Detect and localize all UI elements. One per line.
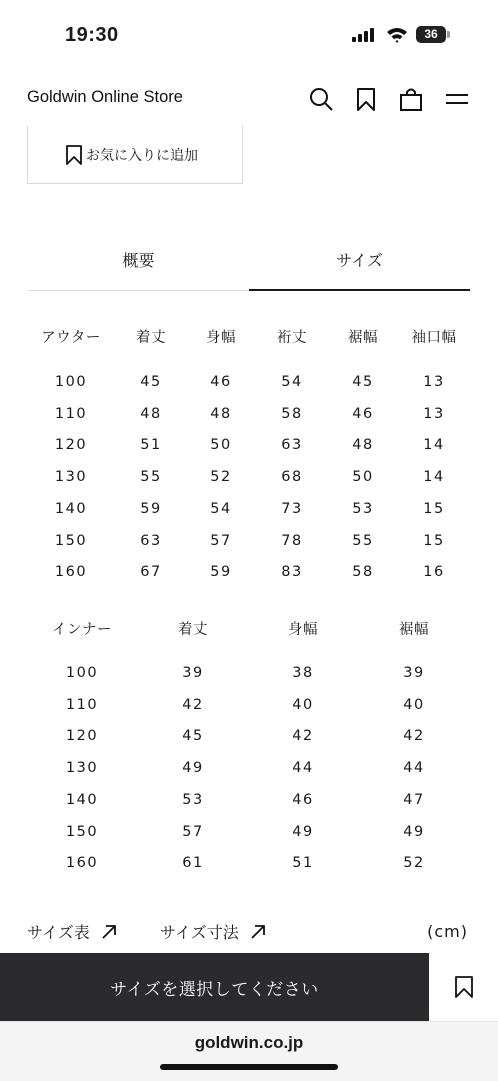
outer-cell: 51 [140, 437, 162, 454]
outer-cell: 50 [352, 469, 374, 486]
outer-cell: 14 [423, 469, 445, 486]
inner-cell: 40 [403, 696, 425, 713]
inner-cell: 42 [403, 728, 425, 745]
inner-cell: 42 [292, 728, 314, 745]
outer-cell: 55 [140, 469, 162, 486]
outer-cell: 100 [54, 374, 88, 390]
outer-header-0: アウター [41, 330, 101, 346]
bookmark-icon[interactable] [353, 86, 379, 112]
outer-cell: 46 [210, 374, 232, 390]
outer-cell: 110 [54, 405, 88, 422]
inner-cell: 61 [182, 855, 204, 872]
inner-cell: 38 [292, 665, 314, 681]
wifi-icon [386, 26, 408, 44]
inner-header-0: インナー [52, 622, 112, 638]
battery-icon: 36 [416, 26, 446, 43]
inner-cell: 49 [182, 760, 204, 777]
inner-cell: 53 [182, 791, 204, 808]
inner-cell: 160 [65, 855, 99, 872]
inner-cell: 110 [65, 696, 99, 713]
inner-cell: 49 [403, 823, 425, 840]
favorite-label: お気に入りに追加 [86, 147, 198, 164]
outer-cell: 55 [352, 532, 374, 549]
outer-header-2: 身幅 [206, 330, 236, 346]
inner-cell: 130 [65, 760, 99, 777]
outer-cell: 59 [210, 564, 232, 581]
inner-cell: 39 [403, 665, 425, 681]
outer-header-1: 着丈 [136, 330, 166, 346]
outer-cell: 63 [281, 437, 303, 454]
inner-header-3: 裾幅 [399, 622, 429, 638]
status-time: 19:30 [65, 24, 119, 46]
inner-cell: 47 [403, 791, 425, 808]
inner-cell: 49 [292, 823, 314, 840]
cellular-signal-icon [352, 28, 376, 42]
outer-cell: 160 [54, 564, 88, 581]
menu-icon[interactable] [444, 86, 470, 112]
outer-cell: 150 [54, 532, 88, 549]
add-to-favorites-button[interactable] [27, 126, 243, 184]
outer-cell: 78 [281, 532, 303, 549]
inner-cell: 39 [182, 665, 204, 681]
inner-header-1: 着丈 [178, 622, 208, 638]
size-measure-link[interactable] [160, 920, 267, 943]
inner-header-2: 身幅 [288, 622, 318, 638]
outer-header-5: 袖口幅 [411, 330, 457, 346]
outer-cell: 130 [54, 469, 88, 486]
outer-cell: 48 [140, 405, 162, 422]
inner-cell: 57 [182, 823, 204, 840]
outer-cell: 58 [352, 564, 374, 581]
inner-cell: 150 [65, 823, 99, 840]
outer-cell: 53 [352, 500, 374, 517]
select-size-button[interactable]: サイズを選択してください [0, 953, 429, 1021]
bookmark-icon [65, 144, 83, 166]
bookmark-icon [454, 975, 474, 999]
size-chart-label: サイズ表 [27, 923, 90, 942]
outer-cell: 63 [140, 532, 162, 549]
inner-cell: 44 [403, 760, 425, 777]
tab-active-indicator [249, 289, 470, 291]
outer-cell: 54 [281, 374, 303, 390]
arrow-up-right-icon [100, 923, 118, 941]
inner-cell: 120 [65, 728, 99, 745]
inner-cell: 52 [403, 855, 425, 872]
outer-cell: 15 [423, 500, 445, 517]
arrow-up-right-icon [249, 923, 267, 941]
outer-cell: 48 [352, 437, 374, 454]
outer-cell: 67 [140, 564, 162, 581]
tab-overview[interactable]: 概要 [122, 251, 155, 270]
search-icon[interactable] [308, 86, 334, 112]
size-measure-label: サイズ寸法 [160, 923, 239, 942]
tab-size[interactable]: サイズ [336, 251, 383, 270]
outer-cell: 58 [281, 405, 303, 422]
inner-cell: 140 [65, 791, 99, 808]
inner-cell: 40 [292, 696, 314, 713]
size-chart-link[interactable] [27, 920, 118, 943]
bookmark-button[interactable] [429, 953, 498, 1021]
shopping-bag-icon[interactable] [398, 86, 424, 112]
outer-cell: 45 [140, 374, 162, 390]
unit-label: (cm) [427, 922, 468, 941]
outer-cell: 15 [423, 532, 445, 549]
inner-cell: 42 [182, 696, 204, 713]
inner-cell: 46 [292, 791, 314, 808]
outer-cell: 83 [281, 564, 303, 581]
outer-cell: 140 [54, 500, 88, 517]
outer-cell: 50 [210, 437, 232, 454]
outer-cell: 13 [423, 374, 445, 390]
outer-cell: 48 [210, 405, 232, 422]
outer-cell: 52 [210, 469, 232, 486]
outer-cell: 46 [352, 405, 374, 422]
outer-cell: 120 [54, 437, 88, 454]
outer-cell: 45 [352, 374, 374, 390]
outer-cell: 73 [281, 500, 303, 517]
browser-url[interactable]: goldwin.co.jp [194, 1033, 304, 1052]
store-brand[interactable]: Goldwin Online Store [27, 88, 183, 106]
outer-cell: 13 [423, 405, 445, 422]
inner-cell: 44 [292, 760, 314, 777]
outer-cell: 57 [210, 532, 232, 549]
outer-header-3: 裄丈 [277, 330, 307, 346]
inner-cell: 51 [292, 855, 314, 872]
outer-cell: 54 [210, 500, 232, 517]
battery-cap [447, 31, 450, 38]
outer-header-4: 裾幅 [348, 330, 378, 346]
inner-cell: 100 [65, 665, 99, 681]
outer-cell: 16 [423, 564, 445, 581]
home-indicator [160, 1064, 338, 1070]
outer-cell: 14 [423, 437, 445, 454]
outer-cell: 59 [140, 500, 162, 517]
inner-cell: 45 [182, 728, 204, 745]
outer-cell: 68 [281, 469, 303, 486]
